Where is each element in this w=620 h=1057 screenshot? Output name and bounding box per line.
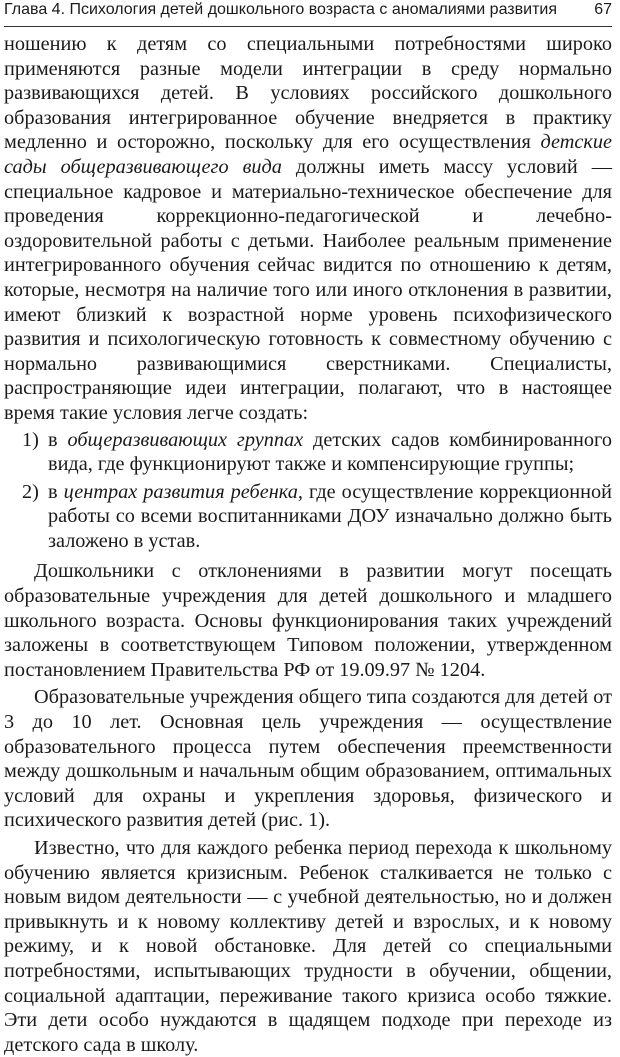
paragraph: Дошкольники с отклонениями в развитии могут посещать образовательные учреждения для детей дошкольного и младшего школьного возраста. Основы функционирования таких учреждений заложены в соответствующем Типовом положении, утвержденном постановлением Правительства РФ от 19.09.97 № 1204. [4, 560, 612, 681]
list-text: в [48, 428, 68, 451]
list-item [4, 428, 612, 477]
emphasis-text: центрах развития ребенка, [63, 480, 303, 503]
header-divider [4, 26, 612, 27]
page-number: 67 [594, 1, 612, 18]
list-number: 1) [22, 428, 39, 451]
list-text: где осуществление коррекционной работы со всеми воспитанниками ДОУ изначально должно быть заложено в устав. [48, 480, 612, 552]
running-header [4, 0, 612, 24]
paragraph-text: должны иметь массу условий — специальное кадровое и материально-техническое обеспечение для проведения коррекционно-педагогической и лечебно-оздоровительной работы с детьми. Наиболее реальным применение интегрированного обучения сейчас видится по отношению к детям, которые, несмотря на наличие того или иного отклонения в развитии, имеют близкий к возрастной норме уровень психофизического развития и психологическую готовность к совместному обучению с нормально развивающимися сверстниками. Специалисты, распространяющие идеи интеграции, полагают, что в настоящее время такие условия легче создать: [4, 155, 612, 424]
page-body [4, 32, 612, 1057]
paragraph: Известно, что для каждого ребенка период перехода к школьному обучению является кризисным. Ребенок сталкивается не только с новым видом деятельности — с учебной деятельностью, но и должен привыкнуть и к новому коллективу детей и взрослых, и к новому режиму, и к новой обстановке. Для детей со специальными потребностями, испытывающих трудности в обучении, общении, социальной адаптации, переживание такого кризиса особо тяжкие. Эти дети особо нуждаются в щадящем подходе при переходе из детского сада в школу. [4, 837, 612, 1056]
emphasis-text: общеразвивающих группах [67, 428, 304, 451]
running-title: Глава 4. Психология детей дошкольного возраста с аномалиями развития [4, 1, 557, 18]
paragraph: Образовательные учреждения общего типа создаются для детей от 3 до 10 лет. Основная цель учреждения — осуществление образовательного процесса путем обеспечения преемственности между дошкольным и начальным общим образованием, оптимальных условий для охраны и укрепления здоровья, физического и психического развития детей (рис. 1). [4, 686, 612, 832]
list-text: в [48, 480, 64, 503]
numbered-list [4, 428, 612, 554]
paragraph-text: ношению к детям со специальными потребностями широко применяются разные модели интеграции в среду нормально развивающихся детей. В условиях российского дошкольного образования интегрированное обучение внедряется в практику медленно и осторожно, поскольку для его осуществления [4, 33, 612, 154]
list-text: детских садов комбинированного вида, где функционируют также и компенсирующие группы; [48, 428, 612, 476]
list-number: 2) [22, 480, 39, 503]
list-item [4, 480, 612, 554]
emphasis-text: детские сады общеразвивающего вида [4, 131, 612, 178]
paragraph-continued [4, 32, 612, 426]
